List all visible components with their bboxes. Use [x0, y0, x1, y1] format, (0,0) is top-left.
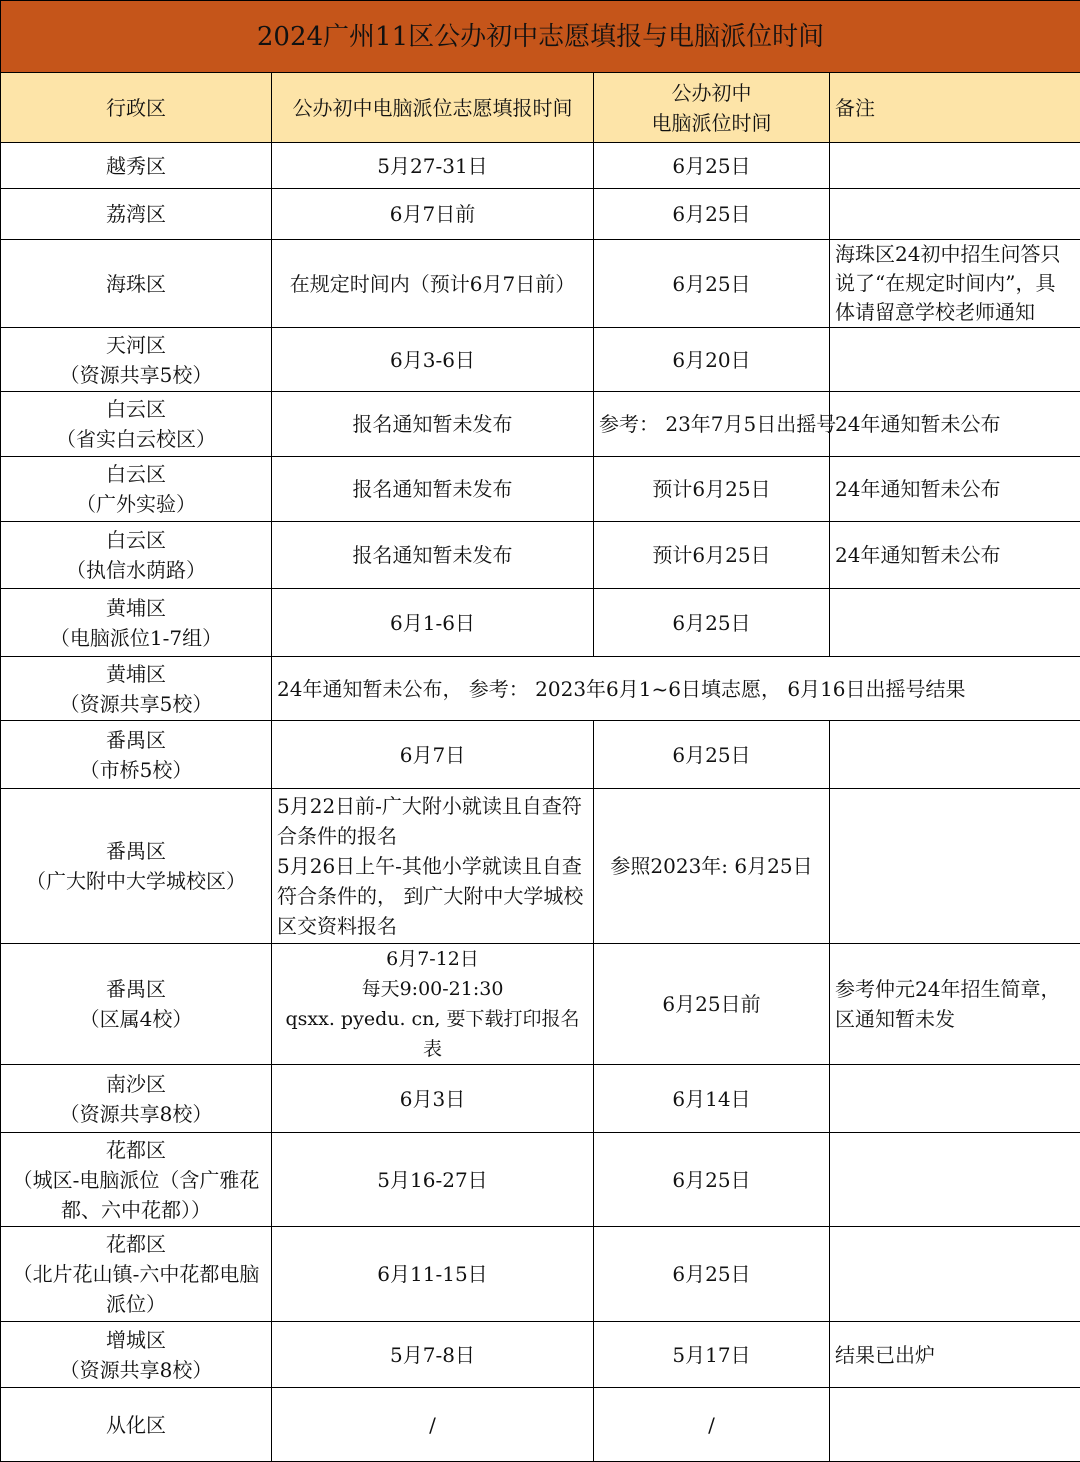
note-cell: 24年通知暂未公布	[830, 522, 1080, 589]
district-sub: （资源共享5校）	[6, 689, 266, 719]
table-row	[1, 240, 1080, 328]
lottery-cell: 6月25日	[594, 143, 830, 189]
apply-cell: 5月7-8日	[272, 1322, 594, 1388]
lottery-cell: 6月25日	[594, 1227, 830, 1322]
merged-info-cell: 24年通知暂未公布， 参考： 2023年6月1~6日填志愿， 6月16日出摇号结果	[272, 657, 1080, 721]
table-row	[1, 1133, 1080, 1227]
note-cell	[830, 1227, 1080, 1322]
district-cell	[1, 589, 272, 657]
table-row	[1, 789, 1080, 944]
district-cell	[1, 392, 272, 457]
table-row	[1, 1388, 1080, 1462]
apply-cell: 5月16-27日	[272, 1133, 594, 1227]
lottery-cell: 6月25日前	[594, 944, 830, 1065]
table-row	[1, 1227, 1080, 1322]
district-sub: （市桥5校）	[6, 755, 266, 785]
district-name: 越秀区	[6, 151, 266, 181]
apply-cell: 6月3-6日	[272, 328, 594, 392]
note-cell: 结果已出炉	[830, 1322, 1080, 1388]
lottery-cell: /	[594, 1388, 830, 1462]
note-cell: 参考仲元24年招生简章，区通知暂未发	[830, 944, 1080, 1065]
district-name: 番禺区	[6, 836, 266, 866]
district-name: 白云区	[6, 525, 266, 555]
district-cell	[1, 189, 272, 240]
apply-line: 6月7-12日	[277, 944, 588, 974]
apply-line: 区交资料报名	[277, 911, 588, 941]
lottery-cell: 参考： 23年7月5日出摇号	[594, 392, 830, 457]
district-name: 南沙区	[6, 1069, 266, 1099]
district-sub: （广大附中大学城校区）	[6, 866, 266, 896]
district-name: 增城区	[6, 1325, 266, 1355]
apply-cell: 6月11-15日	[272, 1227, 594, 1322]
lottery-cell: 6月25日	[594, 1133, 830, 1227]
district-sub: （广外实验）	[6, 489, 266, 519]
note-cell	[830, 589, 1080, 657]
header-row	[1, 73, 1080, 143]
district-name: 海珠区	[6, 269, 266, 299]
district-sub: （电脑派位1-7组）	[6, 623, 266, 653]
apply-cell: 6月3日	[272, 1065, 594, 1133]
lottery-cell: 5月17日	[594, 1322, 830, 1388]
lottery-cell: 6月25日	[594, 189, 830, 240]
district-cell	[1, 1227, 272, 1322]
district-cell	[1, 789, 272, 944]
district-cell	[1, 1388, 272, 1462]
district-name: 黄埔区	[6, 659, 266, 689]
table-row	[1, 328, 1080, 392]
apply-line: 每天9:00-21:30	[277, 974, 588, 1004]
district-sub: （资源共享5校）	[6, 360, 266, 390]
note-cell	[830, 1065, 1080, 1133]
district-name: 白云区	[6, 459, 266, 489]
district-sub: （执信水荫路）	[6, 555, 266, 585]
apply-line: 5月26日上午-其他小学就读且自查	[277, 851, 588, 881]
district-sub: （城区-电脑派位（含广雅花都、六中花都））	[6, 1165, 266, 1225]
lottery-cell: 6月25日	[594, 721, 830, 789]
note-cell: 海珠区24初中招生问答只说了“在规定时间内”，具体请留意学校老师通知	[830, 240, 1080, 328]
note-cell	[830, 328, 1080, 392]
lottery-cell: 6月14日	[594, 1065, 830, 1133]
district-name: 花都区	[6, 1229, 266, 1259]
apply-cell: /	[272, 1388, 594, 1462]
district-cell	[1, 328, 272, 392]
apply-cell: 报名通知暂未发布	[272, 457, 594, 522]
lottery-cell: 6月25日	[594, 240, 830, 328]
lottery-cell: 预计6月25日	[594, 522, 830, 589]
district-name: 天河区	[6, 330, 266, 360]
district-name: 荔湾区	[6, 199, 266, 229]
table-row	[1, 143, 1080, 189]
district-cell	[1, 143, 272, 189]
note-cell	[830, 1388, 1080, 1462]
district-sub: （资源共享8校）	[6, 1099, 266, 1129]
note-cell	[830, 789, 1080, 944]
note-cell	[830, 189, 1080, 240]
apply-cell: 5月27-31日	[272, 143, 594, 189]
table-row	[1, 189, 1080, 240]
district-name: 从化区	[6, 1410, 266, 1440]
lottery-cell: 预计6月25日	[594, 457, 830, 522]
apply-cell: 6月1-6日	[272, 589, 594, 657]
apply-cell: 报名通知暂未发布	[272, 522, 594, 589]
apply-cell: 6月7日前	[272, 189, 594, 240]
district-cell	[1, 457, 272, 522]
lottery-cell: 6月20日	[594, 328, 830, 392]
apply-cell	[272, 944, 594, 1065]
apply-line: 5月22日前-广大附小就读且自查符	[277, 791, 588, 821]
district-cell	[1, 1065, 272, 1133]
table-row	[1, 457, 1080, 522]
apply-cell	[272, 789, 594, 944]
table-row	[1, 589, 1080, 657]
header-lottery-line1: 公办初中	[599, 78, 824, 108]
district-sub: （省实白云校区）	[6, 424, 266, 454]
district-name: 白云区	[6, 394, 266, 424]
header-lottery-time	[594, 73, 830, 143]
district-cell	[1, 944, 272, 1065]
note-cell	[830, 1133, 1080, 1227]
apply-cell: 6月7日	[272, 721, 594, 789]
district-cell	[1, 1322, 272, 1388]
district-name: 花都区	[6, 1135, 266, 1165]
lottery-cell: 参照2023年: 6月25日	[594, 789, 830, 944]
note-cell	[830, 143, 1080, 189]
district-cell	[1, 240, 272, 328]
lottery-cell: 6月25日	[594, 589, 830, 657]
district-cell	[1, 657, 272, 721]
apply-line: 合条件的报名	[277, 821, 588, 851]
apply-cell: 在规定时间内（预计6月7日前）	[272, 240, 594, 328]
apply-line: 符合条件的， 到广大附中大学城校	[277, 881, 588, 911]
table-row	[1, 1065, 1080, 1133]
header-apply-time: 公办初中电脑派位志愿填报时间	[272, 73, 594, 143]
note-cell	[830, 721, 1080, 789]
table-row	[1, 1322, 1080, 1388]
note-cell: 24年通知暂未公布	[830, 392, 1080, 457]
table-row	[1, 944, 1080, 1065]
table-row	[1, 657, 1080, 721]
table-row	[1, 522, 1080, 589]
header-lottery-line2: 电脑派位时间	[599, 108, 824, 138]
district-cell	[1, 721, 272, 789]
district-cell	[1, 522, 272, 589]
district-sub: （北片花山镇-六中花都电脑派位）	[6, 1259, 266, 1319]
header-note: 备注	[830, 73, 1080, 143]
apply-cell: 报名通知暂未发布	[272, 392, 594, 457]
district-sub: （资源共享8校）	[6, 1355, 266, 1385]
district-cell	[1, 1133, 272, 1227]
note-cell: 24年通知暂未公布	[830, 457, 1080, 522]
apply-line: qsxx. pyedu. cn, 要下载打印报名表	[277, 1004, 588, 1064]
table-row	[1, 721, 1080, 789]
district-name: 番禺区	[6, 725, 266, 755]
district-sub: （区属4校）	[6, 1004, 266, 1034]
district-name: 番禺区	[6, 974, 266, 1004]
table-title: 2024广州11区公办初中志愿填报与电脑派位时间	[1, 1, 1080, 73]
district-name: 黄埔区	[6, 593, 266, 623]
header-district: 行政区	[1, 73, 272, 143]
table-row	[1, 392, 1080, 457]
